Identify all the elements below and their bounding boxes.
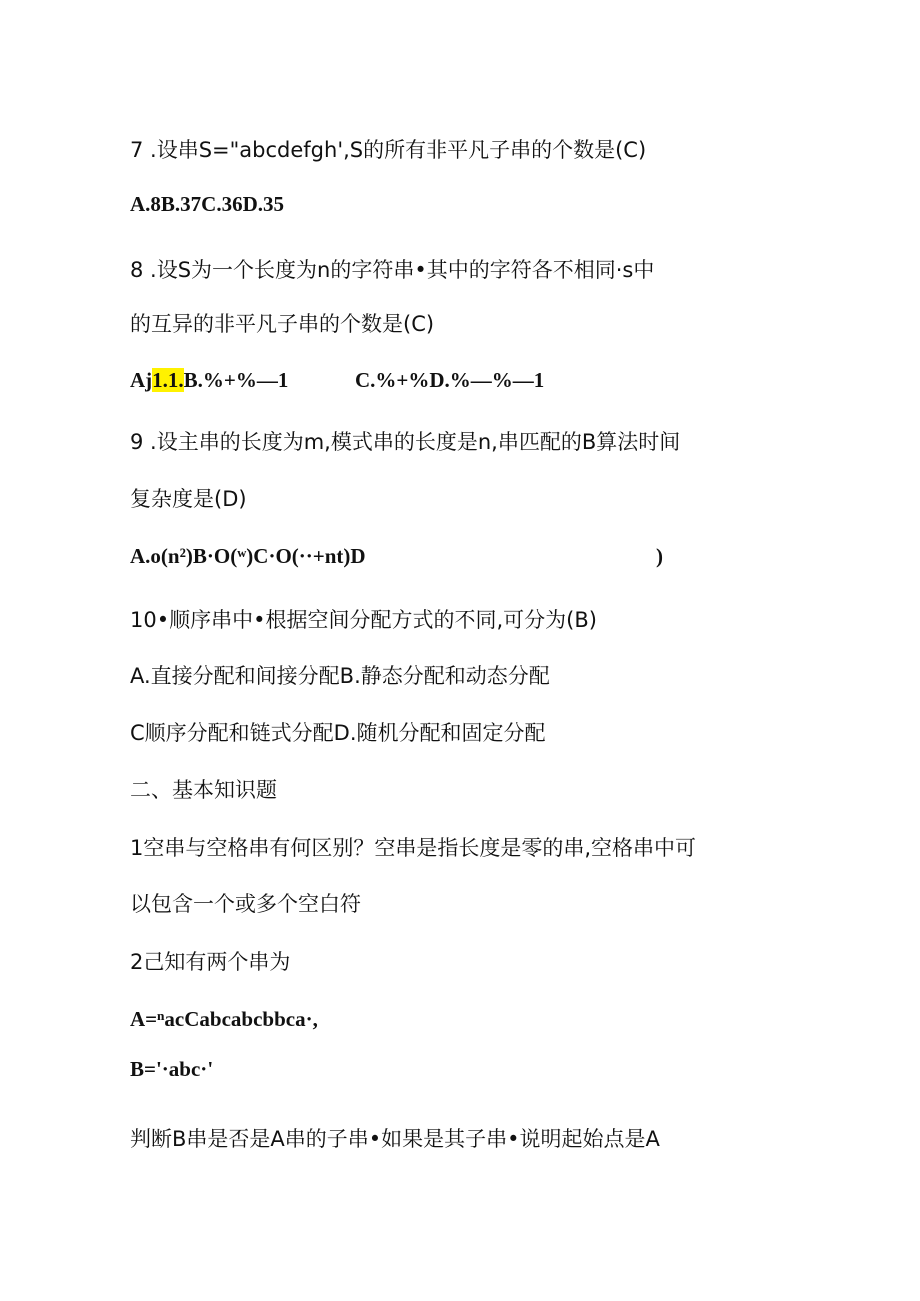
question-9-stem-line2: 复杂度是(D) — [130, 487, 247, 511]
question-9-options: A.o(n²)B·O(ʷ)C·O(··+nt)D — [130, 544, 366, 568]
section-2-q1-line2: 以包含一个或多个空白符 — [130, 892, 361, 916]
section-2-q2-line1: 2己知有两个串为 — [130, 950, 291, 974]
question-7-stem: 7 .设串S="abcdefgh',S的所有非平凡子串的个数是(C) — [130, 138, 647, 162]
question-8-options-cd: C.%+%D.%—%—1 — [355, 368, 545, 392]
question-10-stem: 10•顺序串中•根据空间分配方式的不同,可分为(B) — [130, 608, 597, 632]
question-8-stem-line2: 的互异的非平凡子串的个数是(C) — [130, 312, 435, 336]
question-8-options-ab-row — [130, 366, 288, 394]
question-8-stem-line1: 8 .设S为一个长度为n的字符串•其中的字符各不相同·s中 — [130, 258, 655, 282]
section-2-heading: 二、基本知识题 — [130, 778, 277, 802]
section-2-q2-string-b: B='·abc·' — [130, 1057, 214, 1081]
section-2-q2-string-a: A=ⁿacCabcabcbbca·, — [130, 1007, 318, 1031]
section-2-q2-line2: 判断B串是否是A串的子串•如果是其子串•说明起始点是A — [130, 1127, 660, 1151]
question-8-options-ab: B.%+%—1 — [183, 368, 289, 392]
question-8-options-prefix: Aj — [130, 368, 153, 392]
question-10-options-line2: C顺序分配和链式分配D.随机分配和固定分配 — [130, 721, 546, 745]
question-9-trailing-paren: ) — [656, 544, 663, 568]
question-9-stem-line1: 9 .设主串的长度为m,模式串的长度是n,串匹配的B算法时间 — [130, 430, 681, 454]
section-2-q1-line1: 1空串与空格串有何区别？空串是指长度是零的串,空格串中可 — [130, 836, 697, 860]
question-8-highlight: 1.1. — [152, 368, 184, 392]
question-7-options: A.8B.37C.36D.35 — [130, 192, 285, 216]
question-10-options-line1: A.直接分配和间接分配B.静态分配和动态分配 — [130, 664, 550, 688]
